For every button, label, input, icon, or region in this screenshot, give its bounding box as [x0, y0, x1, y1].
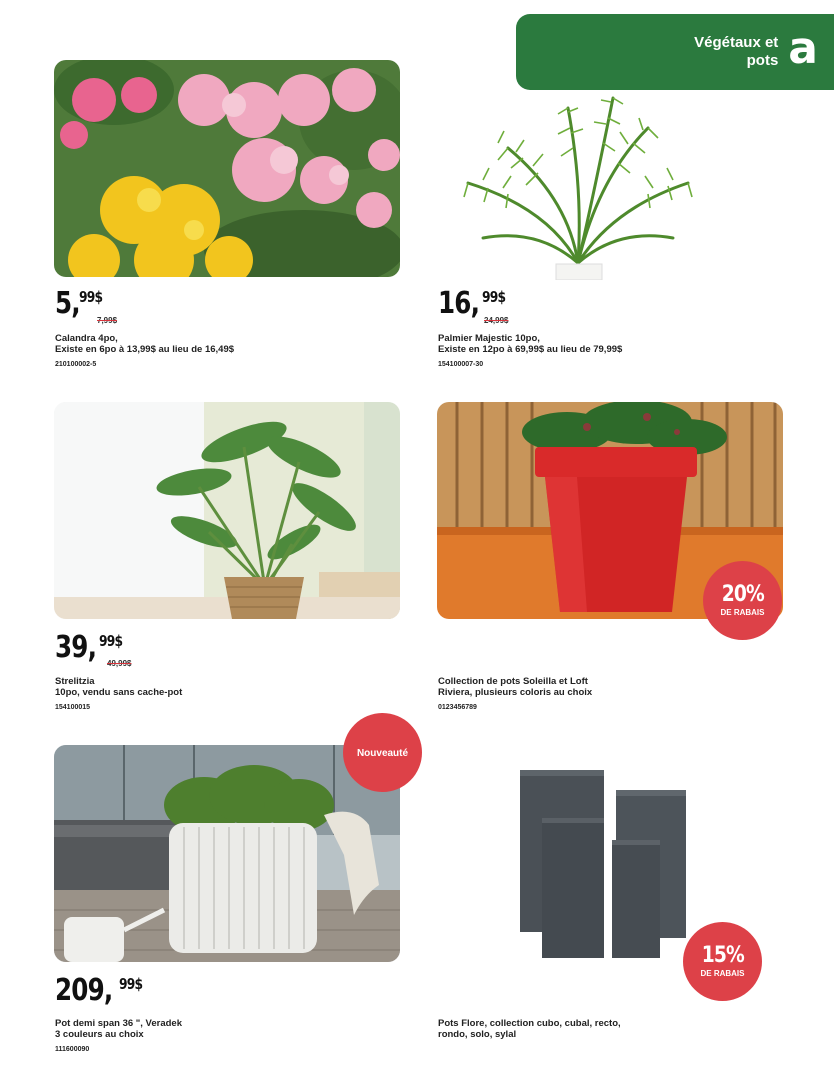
- discount-badge: [683, 922, 762, 1001]
- discount-label: DE RABAIS: [720, 607, 765, 617]
- calandra-photo[interactable]: [54, 60, 400, 277]
- description-line1: Strelitzia: [55, 676, 95, 687]
- soleilla-description: [438, 676, 738, 698]
- pot-demi-span-description: [55, 1018, 355, 1040]
- new-badge: [343, 713, 422, 792]
- strelitzia-sku: 154100015: [55, 704, 91, 711]
- palmier-description: [438, 333, 738, 355]
- palmier-old-price: 24,99$: [484, 316, 509, 325]
- price-dollars: 209,: [55, 973, 113, 1008]
- strelitzia-description: [55, 676, 355, 698]
- calandra-description: [55, 333, 355, 355]
- brand-logo: a: [788, 23, 818, 74]
- strelitzia-old-price: 49,99$: [107, 659, 132, 668]
- palmier-sku: 154100007-30: [438, 361, 484, 368]
- description-line1: Pots Flore, collection cubo, cubal, recto,: [438, 1018, 621, 1029]
- description-line1: Calandra 4po,: [55, 333, 118, 344]
- calandra-sku: 210100002-5: [55, 361, 97, 368]
- calandra-old-price: 7,99$: [97, 316, 118, 325]
- strelitzia-photo[interactable]: [54, 402, 400, 619]
- description-line1: Palmier Majestic 10po,: [438, 333, 540, 344]
- pot-demi-span-photo[interactable]: [54, 745, 400, 962]
- price-dollars: 5,: [55, 286, 80, 321]
- price-cents: 99$: [99, 632, 123, 650]
- discount-label: DE RABAIS: [700, 968, 745, 978]
- description-line2: Riviera, plusieurs coloris au choix: [438, 687, 593, 698]
- price-cents: 99$: [79, 288, 103, 306]
- description-line2: rondo, solo, sylal: [438, 1029, 517, 1040]
- pots-flore-description: [438, 1018, 738, 1040]
- category-title: [694, 34, 778, 70]
- category-tab[interactable]: [516, 14, 834, 90]
- description-line2: Existe en 12po à 69,99$ au lieu de 79,99$: [438, 344, 623, 355]
- description-line2: 10po, vendu sans cache-pot: [55, 687, 183, 698]
- discount-badge: [703, 561, 782, 640]
- palmier-photo[interactable]: [448, 88, 698, 280]
- description-line2: Existe en 6po à 13,99$ au lieu de 16,49$: [55, 344, 235, 355]
- description-line1: Collection de pots Soleilla et Loft: [438, 676, 588, 687]
- description-line1: Pot demi span 36 ", Veradek: [55, 1018, 183, 1029]
- price-cents: 99$: [119, 975, 143, 993]
- pot-demi-span-price: [55, 975, 147, 1007]
- price-dollars: 16,: [438, 286, 480, 321]
- pot-demi-span-sku: 111600090: [55, 1046, 90, 1053]
- pots-flore-photo[interactable]: [518, 768, 688, 960]
- category-title-line2: pots: [746, 52, 779, 69]
- price-cents: 99$: [482, 288, 506, 306]
- discount-percent: 15%: [701, 942, 744, 968]
- category-title-line1: Végétaux et: [694, 34, 779, 51]
- description-line2: 3 couleurs au choix: [55, 1029, 144, 1040]
- discount-percent: 20%: [721, 581, 764, 607]
- soleilla-sku: 0123456789: [438, 704, 477, 711]
- price-dollars: 39,: [55, 630, 97, 665]
- new-label: Nouveauté: [356, 747, 409, 759]
